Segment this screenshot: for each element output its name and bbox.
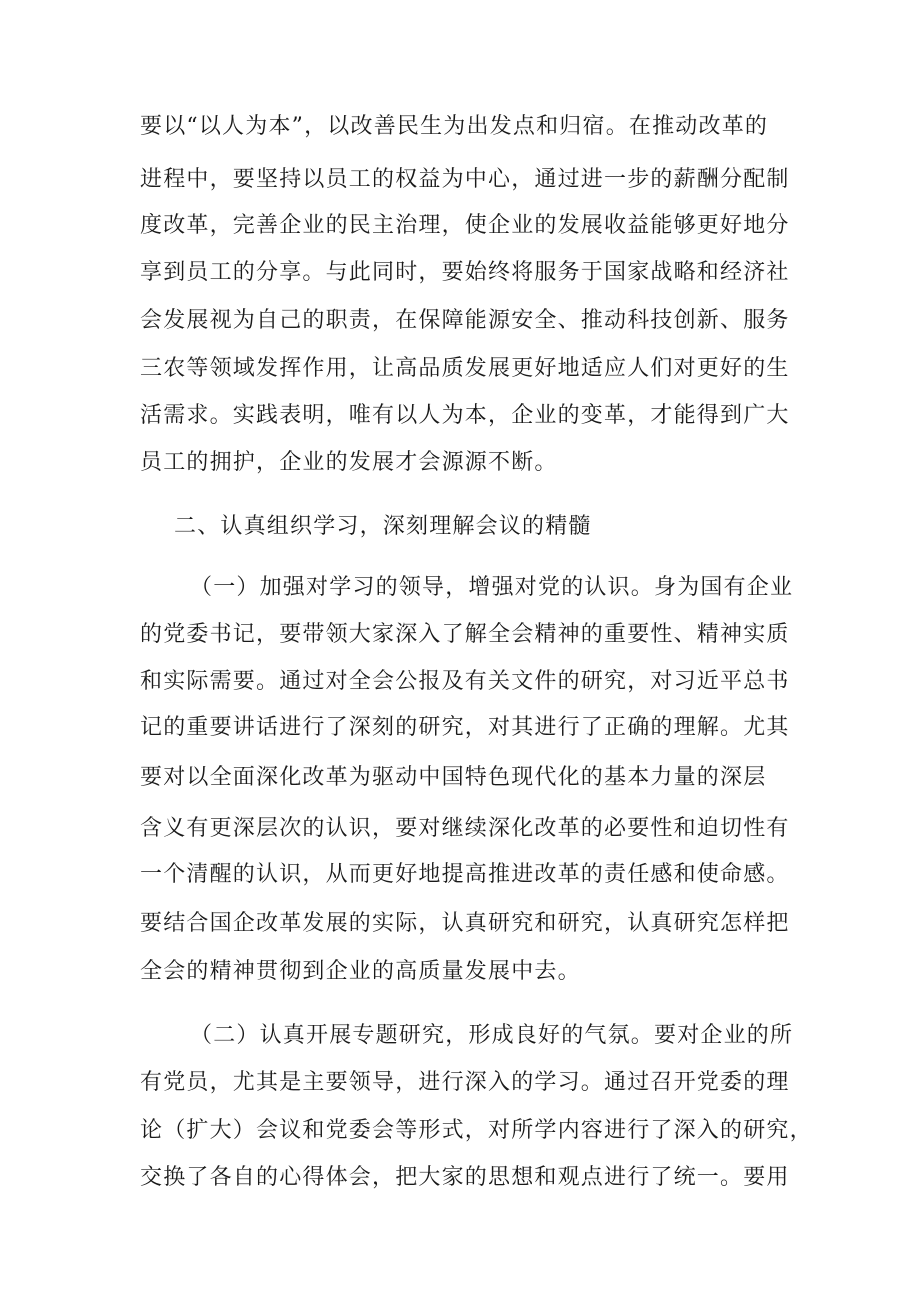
paragraph-line: 会发展视为自己的职责，在保障能源安全、推动科技创新、服务 xyxy=(140,308,790,333)
paragraph-line: 进程中，要坚持以员工的权益为中心，通过进一步的薪酬分配制 xyxy=(140,167,790,192)
paragraph-line: 一个清醒的认识，从而更好地提高推进改革的责任感和使命感。 xyxy=(140,862,790,887)
paragraph-line: 要以“以人为本”，以改善民生为出发点和归宿。在推动改革的 xyxy=(140,114,769,139)
paragraph-line: 三农等领域发挥作用，让高品质发展更好地适应人们对更好的生 xyxy=(140,356,790,381)
paragraph-line: 含义有更深层次的认识，要对继续深化改革的必要性和迫切性有 xyxy=(140,816,790,841)
paragraph-line: 员工的拥护，企业的发展才会源源不断。 xyxy=(140,450,558,475)
paragraph-line: 交换了各自的心得体会，把大家的思想和观点进行了统一。要用 xyxy=(140,1165,790,1190)
paragraph-line: （一）加强对学习的领导，增强对党的认识。身为国有企业 xyxy=(190,575,794,600)
paragraph-line: 和实际需要。通过对全会公报及有关文件的研究，对习近平总书 xyxy=(140,669,790,694)
paragraph-line: 有党员，尤其是主要领导，进行深入的学习。通过召开党委的理 xyxy=(140,1070,790,1095)
paragraph-line: 记的重要讲话进行了深刻的研究，对其进行了正确的理解。尤其 xyxy=(140,715,790,740)
paragraph-line: 论（扩大）会议和党委会等形式，对所学内容进行了深入的研究， xyxy=(140,1118,813,1143)
paragraph-line: 的党委书记，要带领大家深入了解全会精神的重要性、精神实质 xyxy=(140,622,790,647)
paragraph-line: 全会的精神贯彻到企业的高质量发展中去。 xyxy=(140,959,581,984)
paragraph-line: （二）认真开展专题研究，形成良好的气氛。要对企业的所 xyxy=(190,1023,794,1048)
paragraph-line: 要结合国企改革发展的实际，认真研究和研究，认真研究怎样把 xyxy=(140,911,790,936)
section-heading: 二、认真组织学习，深刻理解会议的精髓 xyxy=(174,514,592,539)
paragraph-line: 活需求。实践表明，唯有以人为本，企业的变革，才能得到广大 xyxy=(140,403,790,428)
paragraph-line: 度改革，完善企业的民主治理，使企业的发展收益能够更好地分 xyxy=(140,213,790,238)
paragraph-line: 享到员工的分享。与此同时，要始终将服务于国家战略和经济社 xyxy=(140,260,790,285)
paragraph-line: 要对以全面深化改革为驱动中国特色现代化的基本力量的深层 xyxy=(140,765,767,790)
